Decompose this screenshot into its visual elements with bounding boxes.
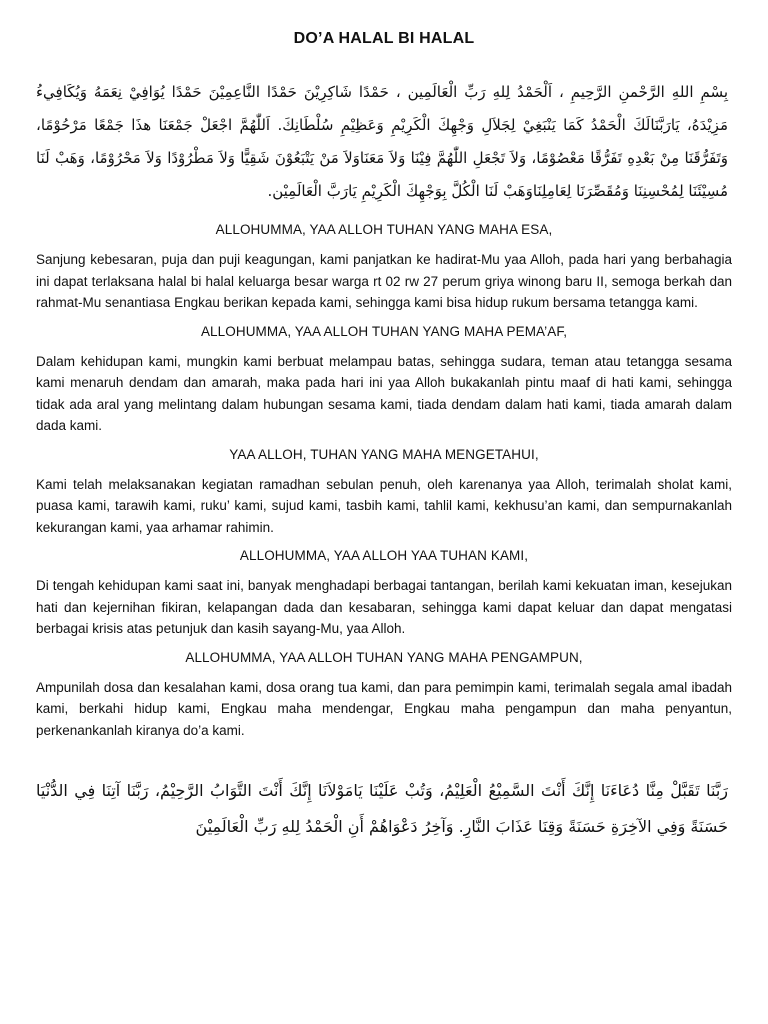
arabic-closing-prayer: رَبَّنَا تَقَبَّلْ مِنَّا دُعَاءَنَا إِنَّكَ أَنْتَ السَّمِيْعُ الْعَلِيْمُ، وَتُبْ عَلَيْنَا يَامَوْلاَنَا إِنَّكَ أَنْتَ التَّوَابُ الرَّحِيْمُ، رَبَّنَا آتِنَا فِي الدُّنْيَا حَسَنَةً وَفِي الآخِرَةِ حَسَنَةً وَقِنَا عَذَابَ النَّارِ. وَآخِرُ دَعْوَاهُمْ أَنِ الْحَمْدُ لِلهِ رَبِّ الْعَالَمِيْنَ bbox=[36, 781, 728, 836]
section-heading: YAA ALLOH, TUHAN YANG MAHA MENGETAHUI, bbox=[229, 446, 539, 462]
section-paragraph: Ampunilah dosa dan kesalahan kami, dosa orang tua kami, dan para pemimpin kami, terimalah segala amal ibadah kami, berkahi hidup kami, Engkau maha mendengar, Engkau maha pengampun dan maha penyantun, perkenankanlah kiranya do’a kami. bbox=[36, 679, 732, 738]
section-heading: ALLOHUMMA, YAA ALLOH YAA TUHAN KAMI, bbox=[239, 548, 529, 563]
section-paragraph: Kami telah melaksanakan kegiatan ramadhan sebulan penuh, oleh karenanya yaa Alloh, terimalah sholat kami, puasa kami, tarawih kami, ruku’ kami, sujud kami, tasbih kami, tahlil kami, kekhusu’an kami, dan sempurnakanlah kekurangan kami, yaa arhamar rahimin. bbox=[36, 476, 732, 535]
section-paragraph: Dalam kehidupan kami, mungkin kami berbuat melampau batas, sehingga sudara, teman atau tetangga sesama kami menaruh dendam dan amarah, maka pada hari ini yaa Alloh bukakanlah pintu maaf di hati kami, sehingga tidak ada aral yang melintang dalam hubungan sesama kami, tiada dendam dalam hati kami, tiada amarah dalam dada kami. bbox=[36, 353, 732, 433]
section-paragraph: Sanjung kebesaran, puja dan puji keagungan, kami panjatkan ke hadirat-Mu yaa Alloh, pada hari yang berbahagia ini dapat terlaksana halal bi halal keluarga besar warga rt 02 rw 27 perum griya winong baru II, semoga berkah dan rahmat-Mu senantiasa Engkau berikan kepada kami, sehingga kami bisa hidup rukum bersama tetangga kami. bbox=[36, 252, 732, 310]
arabic-opening-prayer: بِسْمِ اللهِ الرَّحْمنِ الرَّحِيمِ ، اَلْحَمْدُ لِلهِ رَبِّ الْعَالَمِين ، حَمْدًا شَاكِرِيْنَ حَمْدًا النَّاعِمِيْنَ حَمْدًا يُوَافِيْ نِعَمَهُ وَيُكَافِيءُ مَزِيْدَهُ، يَارَبَّنَالَكَ الْحَمْدُ كَمَا يَنْبَغِيْ لِجَلاَلِ وَجْهِكَ الْكَرِيْمِ وَعَظِيْمِ سُلْطَانِكَ. اَللّٰهُمَّ اجْعَلْ جَمْعَنَا هذَا جَمْعًا مَرْحُوْمًا، وَتَفَرُّقَنَا مِنْ بَعْدِهِ تَفَرُّقًا مَعْصُوْمًا، وَلاَ تَجْعَلِ اللّٰهُمَّ فِيْنَا وَلاَ مَعَنَاوَلاَ مَنْ يَتْبَعُوْنَ شَقِيًّا وَلاَ مَطْرُوْدًا وَلاَ مَحْرُوْمًا، وَهَبْ لَنَا مُسِيْئَنَا لِمُحْسِنِنَا وَمُقَصِّرَنَا لِعَامِلِنَاوَهَبْ لَنَا الْكُلَّ بِوَجْهِكَ الْكَرِيْمِ يَارَبَّ الْعَالَمِيْن. bbox=[36, 83, 728, 200]
document-title: DO’A HALAL BI HALAL bbox=[293, 30, 475, 47]
section-heading: ALLOHUMMA, YAA ALLOH TUHAN YANG MAHA ESA, bbox=[215, 222, 553, 237]
section-paragraph: Di tengah kehidupan kami saat ini, banyak menghadapi berbagai tantangan, berilah kami kekuatan iman, kesejukan hati dan kejernihan fikiran, kelapangan dada dan kesabaran, sehingga kami dapat keluar dan dapat mengatasi berbagai krisis atas petunjuk dan kasih sayang-Mu, yaa Alloh. bbox=[36, 578, 732, 636]
section-heading: ALLOHUMMA, YAA ALLOH TUHAN YANG MAHA PEMA’AF, bbox=[200, 323, 568, 339]
section-heading: ALLOHUMMA, YAA ALLOH TUHAN YANG MAHA PENGAMPUN, bbox=[185, 649, 583, 665]
